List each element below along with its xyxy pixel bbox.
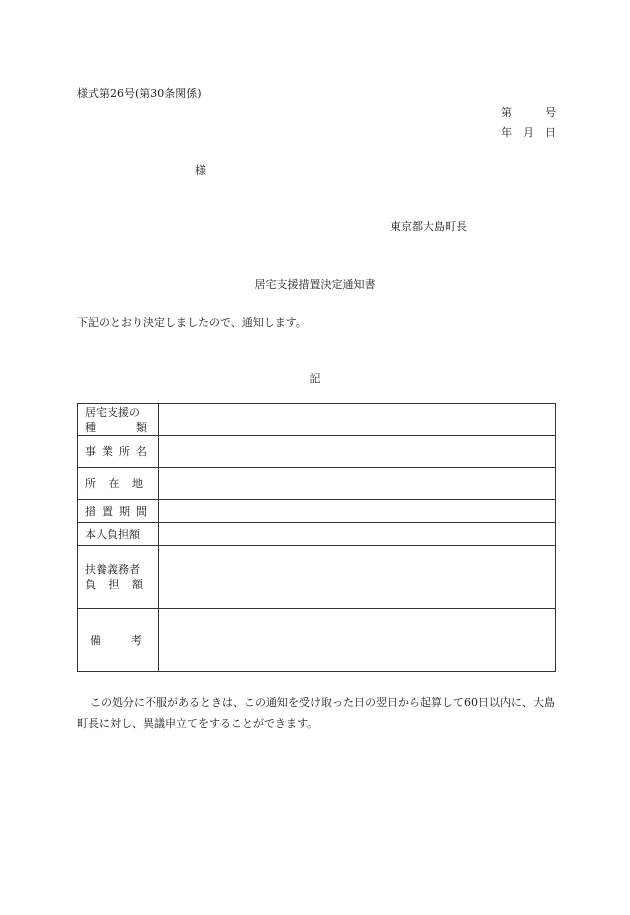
table-row bbox=[78, 546, 556, 609]
support-type-label bbox=[78, 404, 159, 436]
label-char: 置 bbox=[102, 504, 113, 518]
detail-table bbox=[77, 403, 556, 672]
label-char: 負 bbox=[85, 578, 96, 591]
appeal-notice: この処分に不服があるときは、この通知を受け取った日の翌日から起算して60日以内に、大島町長に対し、異議申立てをすることができます。 bbox=[77, 696, 555, 730]
label-char: 担 bbox=[108, 578, 120, 591]
support-type-label-line2 bbox=[85, 420, 147, 435]
self-burden-label: 本人負担額 bbox=[78, 523, 159, 546]
label-char: 名 bbox=[136, 445, 147, 458]
label-char: 措 bbox=[85, 504, 96, 518]
label-char: 業 bbox=[102, 445, 113, 458]
label-char: 地 bbox=[132, 477, 143, 490]
document-number: 第 号 bbox=[501, 106, 556, 119]
support-type-value[interactable] bbox=[159, 404, 556, 436]
label-char: 額 bbox=[132, 578, 143, 591]
office-name-value[interactable] bbox=[159, 436, 556, 468]
ki-heading: 記 bbox=[309, 372, 321, 385]
support-type-label-line1: 居宅支援の bbox=[85, 405, 140, 419]
table-row bbox=[78, 609, 556, 672]
table-row bbox=[78, 404, 556, 436]
table-row bbox=[78, 500, 556, 523]
label-char: 期 bbox=[119, 504, 130, 518]
table-row bbox=[78, 436, 556, 468]
label-char: 所 bbox=[85, 477, 96, 490]
guardian-burden-label bbox=[78, 546, 159, 609]
label-char: 在 bbox=[108, 477, 120, 490]
issuer-name: 東京都大島町長 bbox=[390, 220, 467, 233]
period-value[interactable] bbox=[159, 500, 556, 523]
guardian-burden-value[interactable] bbox=[159, 546, 556, 609]
document-title: 居宅支援措置決定通知書 bbox=[254, 278, 376, 291]
label-char: 所 bbox=[119, 445, 130, 458]
location-value[interactable] bbox=[159, 468, 556, 500]
remarks-label bbox=[78, 609, 159, 672]
period-label bbox=[78, 500, 159, 523]
office-name-label bbox=[78, 436, 159, 468]
intro-text: 下記のとおり決定しましたので、通知します。 bbox=[77, 316, 307, 329]
document-date: 年 月 日 bbox=[501, 126, 556, 139]
guardian-burden-label-line2 bbox=[85, 577, 143, 592]
recipient-honorific: 様 bbox=[195, 164, 206, 177]
label-char: 間 bbox=[136, 504, 147, 518]
guardian-burden-label-line1: 扶養義務者 bbox=[85, 563, 140, 576]
label-char: 事 bbox=[85, 445, 96, 458]
label-char: 考 bbox=[131, 633, 142, 647]
location-label bbox=[78, 468, 159, 500]
label-char: 類 bbox=[136, 420, 147, 434]
label-char: 種 bbox=[85, 420, 96, 434]
self-burden-value[interactable] bbox=[159, 523, 556, 546]
remarks-value[interactable] bbox=[159, 609, 556, 672]
form-number: 様式第26号(第30条関係) bbox=[77, 87, 202, 100]
label-char: 備 bbox=[90, 633, 101, 647]
table-row bbox=[78, 523, 556, 546]
table-row bbox=[78, 468, 556, 500]
